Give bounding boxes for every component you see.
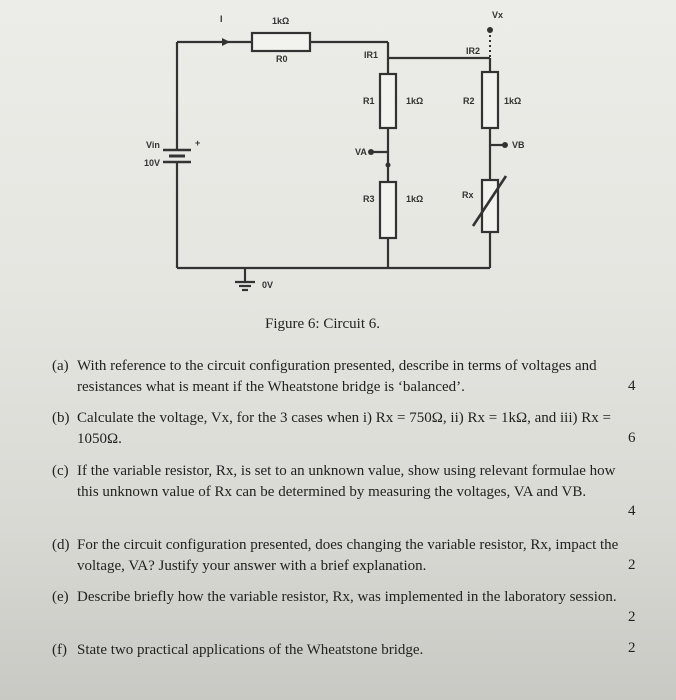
question-text: State two practical applications of the Wheatstone bridge. xyxy=(77,642,424,658)
marks-d: 2 xyxy=(628,557,636,573)
label-plus: + xyxy=(195,138,201,148)
node-dot-r1-junction xyxy=(386,163,391,168)
label-r3: R3 xyxy=(363,194,375,204)
label-r1: R1 xyxy=(363,96,375,106)
label-r0: R0 xyxy=(276,54,288,64)
node-dot-vb xyxy=(502,142,508,148)
marks-b: 6 xyxy=(628,430,636,446)
label-r0-value: 1kΩ xyxy=(272,16,290,26)
variable-resistor-rx xyxy=(473,176,506,232)
question-tag: (d) xyxy=(52,537,70,553)
label-vin: Vin xyxy=(146,140,160,150)
question-tag: (b) xyxy=(52,410,70,426)
label-current: I xyxy=(220,14,223,24)
question-tag: (a) xyxy=(52,358,69,374)
question-e xyxy=(52,587,632,608)
resistor-r0 xyxy=(252,33,310,51)
resistor-r1 xyxy=(380,74,396,128)
question-d xyxy=(52,535,632,577)
question-tag: (e) xyxy=(52,589,69,605)
label-va: VA xyxy=(355,147,367,157)
label-ir1: IR1 xyxy=(364,50,379,60)
question-text: For the circuit configuration presented, does changing the variable resistor, Rx, impact the voltage, VA? Justify your answer with a brief explanation. xyxy=(77,537,619,574)
current-arrow xyxy=(213,38,230,46)
circuit-diagram xyxy=(0,0,676,340)
marks-f: 2 xyxy=(628,640,636,656)
label-vx: Vx xyxy=(492,10,504,20)
marks-c: 4 xyxy=(628,503,636,519)
question-tag: (c) xyxy=(52,463,69,479)
question-tag: (f) xyxy=(52,642,67,658)
question-a xyxy=(52,356,632,398)
label-r3-value: 1kΩ xyxy=(406,194,424,204)
marks-e: 2 xyxy=(628,609,636,625)
question-c xyxy=(52,461,632,503)
battery-icon xyxy=(163,150,191,162)
question-text: Calculate the voltage, Vx, for the 3 cases when i) Rx = 750Ω, ii) Rx = 1kΩ, and iii) Rx = 1050Ω. xyxy=(77,410,611,447)
figure-caption: Figure 6: Circuit 6. xyxy=(265,316,380,332)
marks-a: 4 xyxy=(628,378,636,394)
question-text: Describe briefly how the variable resistor, Rx, was implemented in the laboratory session. xyxy=(77,589,617,605)
question-b xyxy=(52,408,632,450)
circuit-wires xyxy=(177,42,505,290)
label-r1-value: 1kΩ xyxy=(406,96,424,106)
question-text: If the variable resistor, Rx, is set to an unknown value, show using relevant formulae how this unknown value of Rx can be determined by measuring the voltages, VA and VB. xyxy=(77,463,616,500)
label-r2-value: 1kΩ xyxy=(504,96,522,106)
question-text: With reference to the circuit configuration presented, describe in terms of voltages and resistances what is meant if the Wheatstone bridge is ‘balanced’. xyxy=(77,358,597,395)
label-ir2: IR2 xyxy=(466,46,481,56)
resistor-r2 xyxy=(482,72,498,128)
question-f xyxy=(52,640,632,661)
label-vb: VB xyxy=(512,140,525,150)
label-vin-value: 10V xyxy=(144,158,161,168)
label-r2: R2 xyxy=(463,96,475,106)
label-rx: Rx xyxy=(462,190,474,200)
node-dot-va xyxy=(368,149,374,155)
label-ground: 0V xyxy=(262,280,274,290)
resistor-r3 xyxy=(380,182,396,238)
